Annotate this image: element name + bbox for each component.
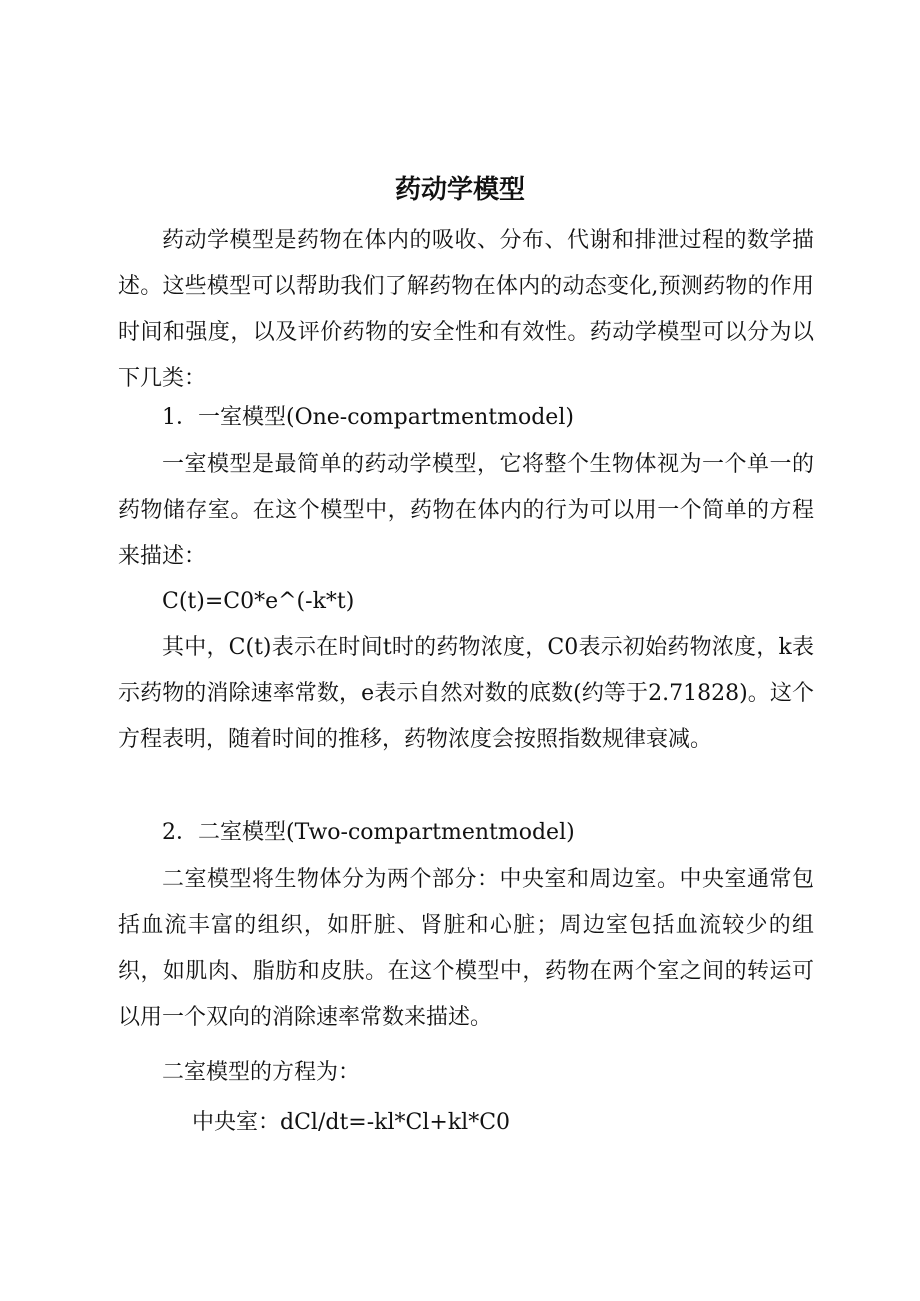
one-compartment-explanation-block — [118, 625, 814, 763]
central-equation-block — [118, 1100, 814, 1146]
two-compartment-description: 二室模型将生物体分为两个部分：中央室和周边室。中央室通常包括血流丰富的组织，如肝脏、肾脏和心脏；周边室包括血流较少的组织，如肌肉、脂肪和皮肤。在这个模型中，药物在两个室之间的转运可以用一个双向的消除速率常数来描述。 — [118, 867, 814, 1030]
one-compartment-description: 一室模型是最简单的药动学模型，它将整个生物体视为一个单一的药物储存室。在这个模型中，药物在体内的行为可以用一个简单的方程来描述： — [118, 452, 814, 569]
formula-one-compartment: C(t)=C0*e^(-k*t) — [162, 589, 355, 614]
two-compartment-equation-intro-block — [118, 1050, 814, 1096]
heading-one-compartment-block — [118, 395, 814, 441]
intro-paragraph-block — [118, 218, 814, 402]
one-compartment-explanation: 其中，C(t)表示在时间t时的药物浓度，C0表示初始药物浓度，k表示药物的消除速率常数，e表示自然对数的底数(约等于2.71828)。这个方程表明，随着时间的推移，药物浓度会按照指数规律衰减。 — [118, 635, 814, 752]
two-compartment-description-block — [118, 857, 814, 1041]
one-compartment-description-block — [118, 442, 814, 580]
central-compartment-equation: 中央室：dCl/dt=-kl*Cl+kl*C0 — [192, 1110, 511, 1135]
formula-one-block — [118, 579, 814, 625]
heading-two-compartment-block — [118, 810, 814, 856]
intro-paragraph: 药动学模型是药物在体内的吸收、分布、代谢和排泄过程的数学描述。这些模型可以帮助我们了解药物在体内的动态变化,预测药物的作用时间和强度，以及评价药物的安全性和有效性。药动学模型可以分为以下几类： — [118, 228, 814, 391]
heading-one-compartment: 1．一室模型(One-compartmentmodel) — [162, 405, 574, 430]
document-title: 药动学模型 — [394, 175, 525, 205]
two-compartment-equation-intro: 二室模型的方程为： — [162, 1060, 361, 1085]
heading-two-compartment: 2．二室模型(Two-compartmentmodel) — [162, 820, 575, 845]
